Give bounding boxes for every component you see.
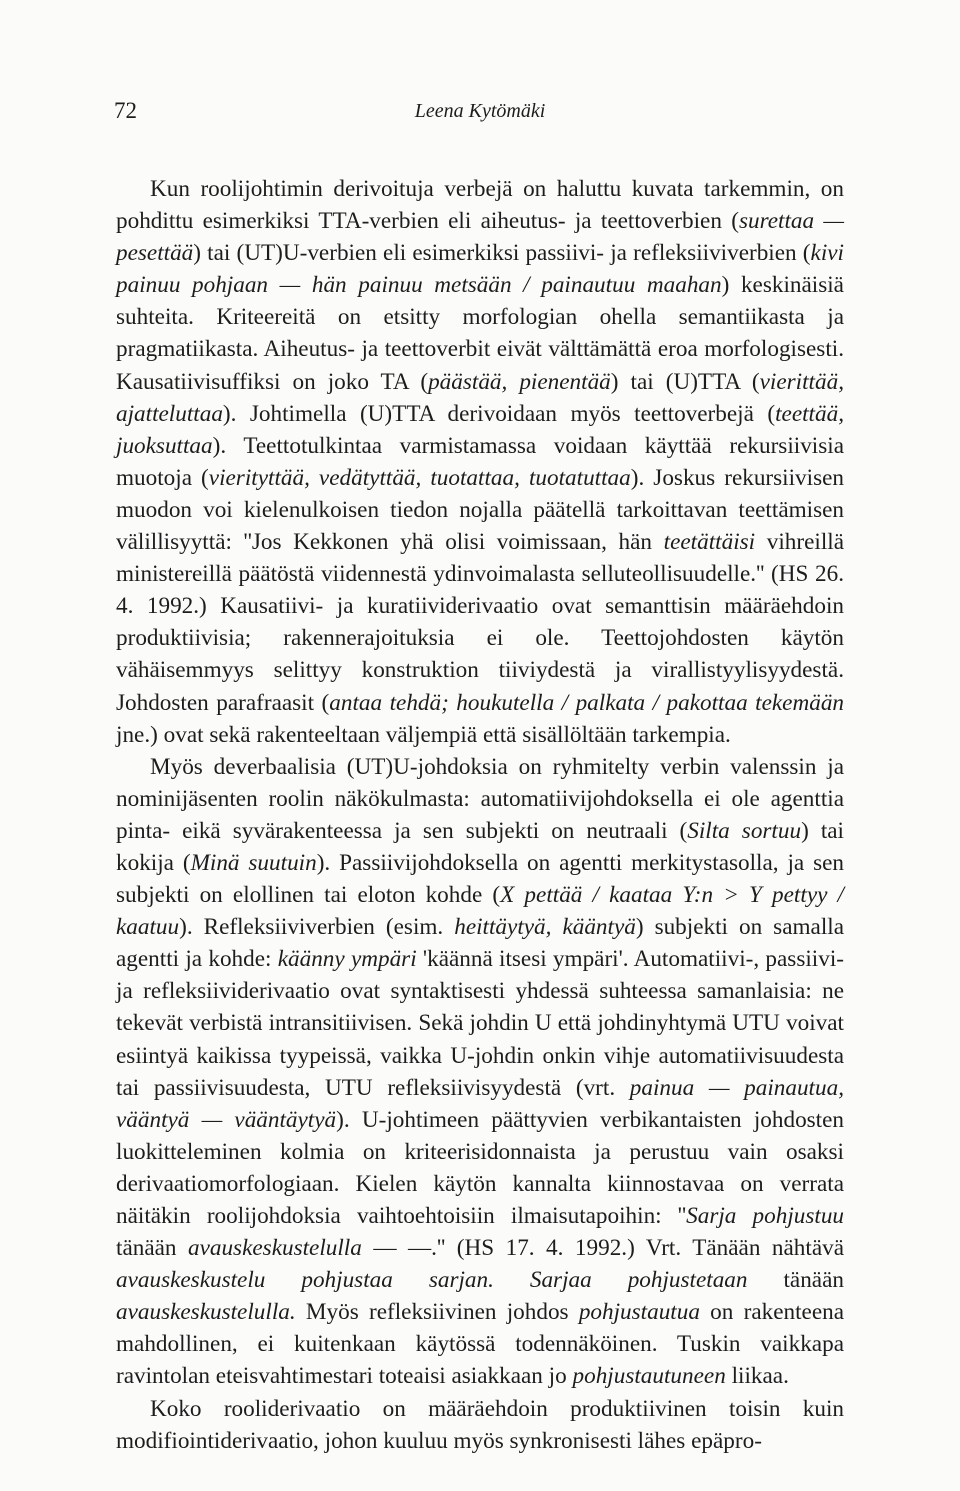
paragraph-text: ). Johtimella (U)TTA derivoidaan myös teettoverbejä ( [222,400,776,427]
italic-example-text: Minä suutuin [190,849,317,876]
page-header [114,98,846,128]
page-number: 72 [114,98,137,123]
paragraph-text: ). Joskus rekursiivisen muodon voi kielenulkoisen tiedon nojalla päätellä tarkoittavan teettämisen välillisyyttä: ''Jos Kekkonen yhä olisi voimissaan, hän [116,464,844,556]
running-head: Leena Kytömäki [414,100,546,122]
paragraph-text: ) tai kokija ( [116,817,844,876]
italic-example-text: X pettää / kaataa Y:n > Y pettyy / kaatuu [116,882,844,941]
italic-example-text: antaa tehdä; houkutella / palkata / pakottaa tekemään [329,689,845,716]
italic-example-text: heittäytyä, kääntyä [454,914,636,941]
italic-example-text: avauskeskustelulla. [116,1299,296,1326]
italic-example-text: pohjustautuneen [572,1363,726,1390]
paragraph-text: 'käännä itsesi ympäri'. Automatiivi-, passiivi- ja refleksiividerivaatio ovat syntaktisesti yhdessä suhteessa samanlaisia: ne tekevät verbistä intransitiivisen. Sekä johdin U että johdinyhtymä UTU voivat esiintyä kaikissa tyypeissä, vaikka U-johdin onkin vihje automatiivisuudesta tai passiivisuudesta, UTU refleksiivisyydestä (vrt. [116,946,844,1101]
paragraph-text: Kun roolijohtimin derivoituja verbejä on haluttu kuvata tarkemmin, on pohdittu esimerkiksi TTA-verbien eli aiheutus- ja teettoverbien ( [116,176,844,235]
italic-example-text: käänny ympäri [277,946,417,973]
italic-example-text: päästää, pienentää [428,368,611,395]
paragraph-text: jne.) ovat sekä rakenteeltaan väljempiä että sisällöltään tarkempia. [116,721,731,748]
paragraph-text: — —.'' (HS 17. 4. 1992.) Vrt. Tänään nähtävä [361,1235,844,1262]
paragraph-text: Myös refleksiivinen johdos [295,1299,579,1326]
italic-example-text: kivi painuu pohjaan — hän painuu metsään / painautuu maahan [116,240,844,299]
italic-example-text: Sarja pohjustuu [686,1203,845,1229]
paragraph-text: ) keskinäisiä suhteita. Kriteereitä on etsitty morfologian ohella semantiikasta ja pragmatiikasta. Aiheutus- ja teettoverbit eivät välttämättä eroa morfologisesti. Kausatiivisuffiksi on joko TA ( [116,272,844,395]
body-text [116,173,844,1457]
paragraph-text: tänään [116,1235,188,1262]
italic-example-text: Silta sortuu [687,817,802,844]
paragraph-1 [116,173,844,751]
paragraph-text: liikaa. [725,1363,789,1390]
italic-example-text: surettaa — pesettää [116,208,845,267]
paragraph-text: on rakenteena mahdollinen, ei kuitenkaan käytössä todennäköinen. Tuskin vaikkapa ravintolan eteisvahtimestari toteaisi asiakkaan jo [116,1299,845,1390]
paragraph-text: tänään [747,1267,844,1294]
paragraph-3 [116,1393,844,1457]
italic-example-text: teetättäisi [663,529,756,556]
paragraph-text: ) tai (U)TTA ( [610,368,760,395]
italic-example-text: avauskeskustelu pohjustaa sarjan. Sarjaa pohjustetaan [116,1267,748,1294]
paragraph-text: Koko rooliderivaatio on määräehdoin produktiivinen toisin kuin modifiointiderivaatio, johon kuuluu myös synkronisesti lähes epäpro- [116,1395,844,1454]
paragraph-text: vihreillä ministereillä päätöstä viidennestä ydinvoimalasta selluteollisuudelle.'' (HS 26. 4. 1992.) Kausatiivi- ja kuratiividerivaatio ovat semanttisin määräehdoin produktiivisia; rakennerajoituksia ei ole. Teettojohdosten käytön vähäisemmyys selittyy konstruktion tiiviydestä ja virallistyylisyydestä. Johdosten parafraasit ( [116,529,844,716]
paragraph-text: ). Passiivijohdoksella on agentti merkitystasolla, ja sen subjekti on elollinen tai eloton kohde ( [116,849,844,909]
paragraph-text: ). Refleksiiviverbien (esim. [179,914,455,941]
italic-example-text: vierityttää, vedätyttää, tuotattaa, tuotatuttaa [208,464,631,491]
paragraph-text: Myös deverbaalisia (UT)U-johdoksia on ryhmitelty verbin valenssin ja nominijäsenten roolin näkökulmasta: automatiivijohdoksella ei ole agenttia pinta- eikä syvärakenteessa ja sen subjekti on neutraali ( [116,753,844,844]
italic-example-text: painua — painautua, vääntyä — vääntäytyä [116,1074,844,1133]
italic-example-text: vierittää, ajatteluttaa [116,368,844,427]
italic-example-text: pohjustautua [578,1299,700,1326]
paragraph-text: ). Teettotulkintaa varmistamassa voidaan käyttää rekursiivisia muotoja ( [116,432,844,491]
paragraph-2 [116,751,844,1393]
italic-example-text: teettää, juoksuttaa [116,400,844,459]
paragraph-text: ) subjekti on samalla agentti ja kohde: [116,914,844,973]
paragraph-text: ). U-johtimeen päättyvien verbikantaisten johdosten luokitteleminen kolmia on kriteerisidonnaista ja perustuu vain osaksi derivaatiomorfologiaan. Kielen käytön kannalta kiinnostavaa on verrata näitäkin roolijohdoksia vaihtoehtoisiin ilmaisutapoihin: '' [116,1106,845,1229]
italic-example-text: avauskeskustelulla [187,1235,362,1262]
paragraph-text: ) tai (UT)U-verbien eli esimerkiksi passiivi- ja refleksiiviverbien ( [193,240,811,267]
